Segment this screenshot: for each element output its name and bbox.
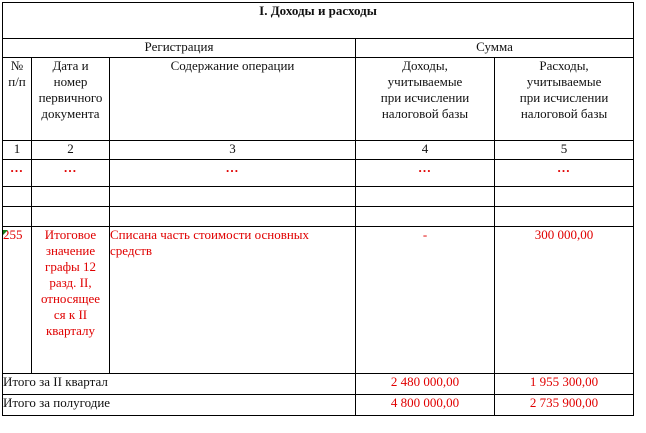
- entry-expense: 300 000,00: [495, 227, 634, 374]
- ellipsis-cell: …: [356, 160, 495, 187]
- column-number-3: 3: [110, 141, 356, 160]
- empty-cell: [495, 207, 634, 227]
- empty-cell: [32, 187, 110, 207]
- ellipsis-cell: …: [495, 160, 634, 187]
- column-header-date: Дата и номер первичного документа: [32, 58, 110, 141]
- column-number-1: 1: [3, 141, 32, 160]
- column-number-2: 2: [32, 141, 110, 160]
- column-header-content: Содержание операции: [110, 58, 356, 141]
- income-expense-ledger-table: [2, 2, 634, 416]
- ellipsis-cell: …: [32, 160, 110, 187]
- column-header-expense: Расходы, учитываемые при исчислении налоговой базы: [495, 58, 634, 141]
- total-halfyear-expense: 2 735 900,00: [495, 395, 634, 416]
- total-halfyear-income: 4 800 000,00: [356, 395, 495, 416]
- total-q2-expense: 1 955 300,00: [495, 374, 634, 395]
- total-q2-label: Итого за II квартал: [3, 374, 356, 395]
- empty-cell: [110, 207, 356, 227]
- ellipsis-cell: …: [110, 160, 356, 187]
- group-header-sum: Сумма: [356, 39, 634, 58]
- column-header-income: Доходы, учитываемые при исчислении налоговой базы: [356, 58, 495, 141]
- table-title: I. Доходы и расходы: [3, 3, 634, 39]
- empty-cell: [356, 187, 495, 207]
- group-header-registration: Регистрация: [3, 39, 356, 58]
- entry-number: 255: [3, 227, 32, 374]
- entry-income: -: [356, 227, 495, 374]
- total-q2-income: 2 480 000,00: [356, 374, 495, 395]
- column-number-4: 4: [356, 141, 495, 160]
- column-header-number: № п/п: [3, 58, 32, 141]
- entry-content: Списана часть стоимости основных средств: [110, 227, 356, 374]
- total-halfyear-label: Итого за полугодие: [3, 395, 356, 416]
- empty-cell: [110, 187, 356, 207]
- cell-comment-marker: [3, 230, 8, 235]
- empty-cell: [3, 187, 32, 207]
- ellipsis-cell: …: [3, 160, 32, 187]
- empty-cell: [3, 207, 32, 227]
- entry-date: Итоговое значение графы 12 разд. II, относящее ся к II кварталу: [32, 227, 110, 374]
- column-number-5: 5: [495, 141, 634, 160]
- empty-cell: [495, 187, 634, 207]
- empty-cell: [32, 207, 110, 227]
- empty-cell: [356, 207, 495, 227]
